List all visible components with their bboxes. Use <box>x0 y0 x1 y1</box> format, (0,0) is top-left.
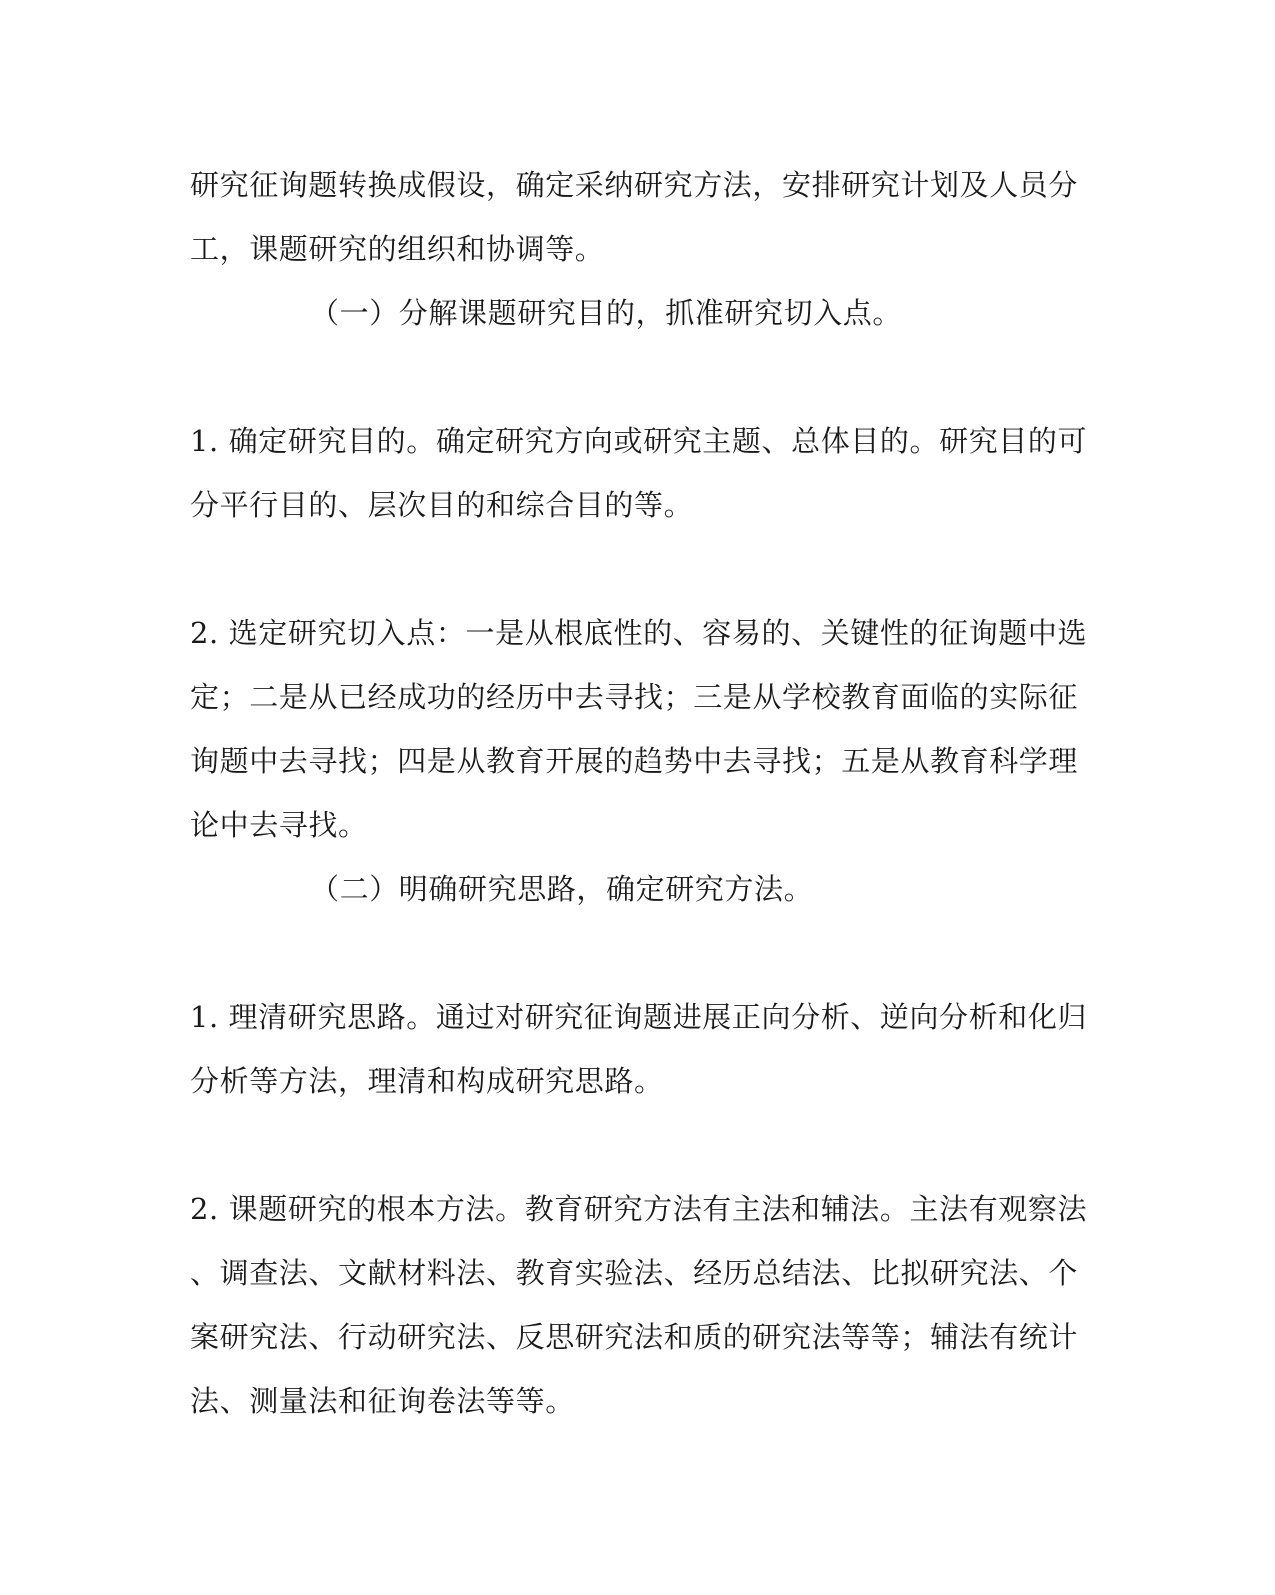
paragraph-line: 分平行目的、层次目的和综合目的等。 <box>190 488 694 522</box>
section-heading: （二）明确研究思路，确定研究方法。 <box>310 872 814 906</box>
paragraph-line: 1. 确定研究目的。确定研究方向或研究主题、总体目的。研究目的可 <box>190 424 1088 458</box>
paragraph-line: 1. 理清研究思路。通过对研究征询题进展正向分析、逆向分析和化归 <box>190 1000 1088 1034</box>
paragraph-line: 询题中去寻找；四是从教育开展的趋势中去寻找；五是从教育科学理 <box>190 744 1079 778</box>
paragraph-line: 分析等方法，理清和构成研究思路。 <box>190 1064 664 1098</box>
paragraph-line: 2. 选定研究切入点：一是从根底性的、容易的、关键性的征询题中选 <box>190 616 1088 650</box>
paragraph-line: 定；二是从已经成功的经历中去寻找；三是从学校教育面临的实际征 <box>190 680 1079 714</box>
paragraph-line: 论中去寻找。 <box>190 808 368 842</box>
paragraph-line: 法、测量法和征询卷法等等。 <box>190 1384 575 1418</box>
paragraph-line: 、调查法、文献材料法、教育实验法、经历总结法、比拟研究法、个 <box>190 1256 1079 1290</box>
paragraph-line: 研究征询题转换成假设，确定采纳研究方法，安排研究计划及人员分 <box>190 168 1079 202</box>
section-heading: （一）分解课题研究目的，抓准研究切入点。 <box>310 296 903 330</box>
paragraph-line: 2. 课题研究的根本方法。教育研究方法有主法和辅法。主法有观察法 <box>190 1192 1088 1226</box>
paragraph-line: 案研究法、行动研究法、反思研究法和质的研究法等等；辅法有统计 <box>190 1320 1079 1354</box>
paragraph-line: 工，课题研究的组织和协调等。 <box>190 232 605 266</box>
